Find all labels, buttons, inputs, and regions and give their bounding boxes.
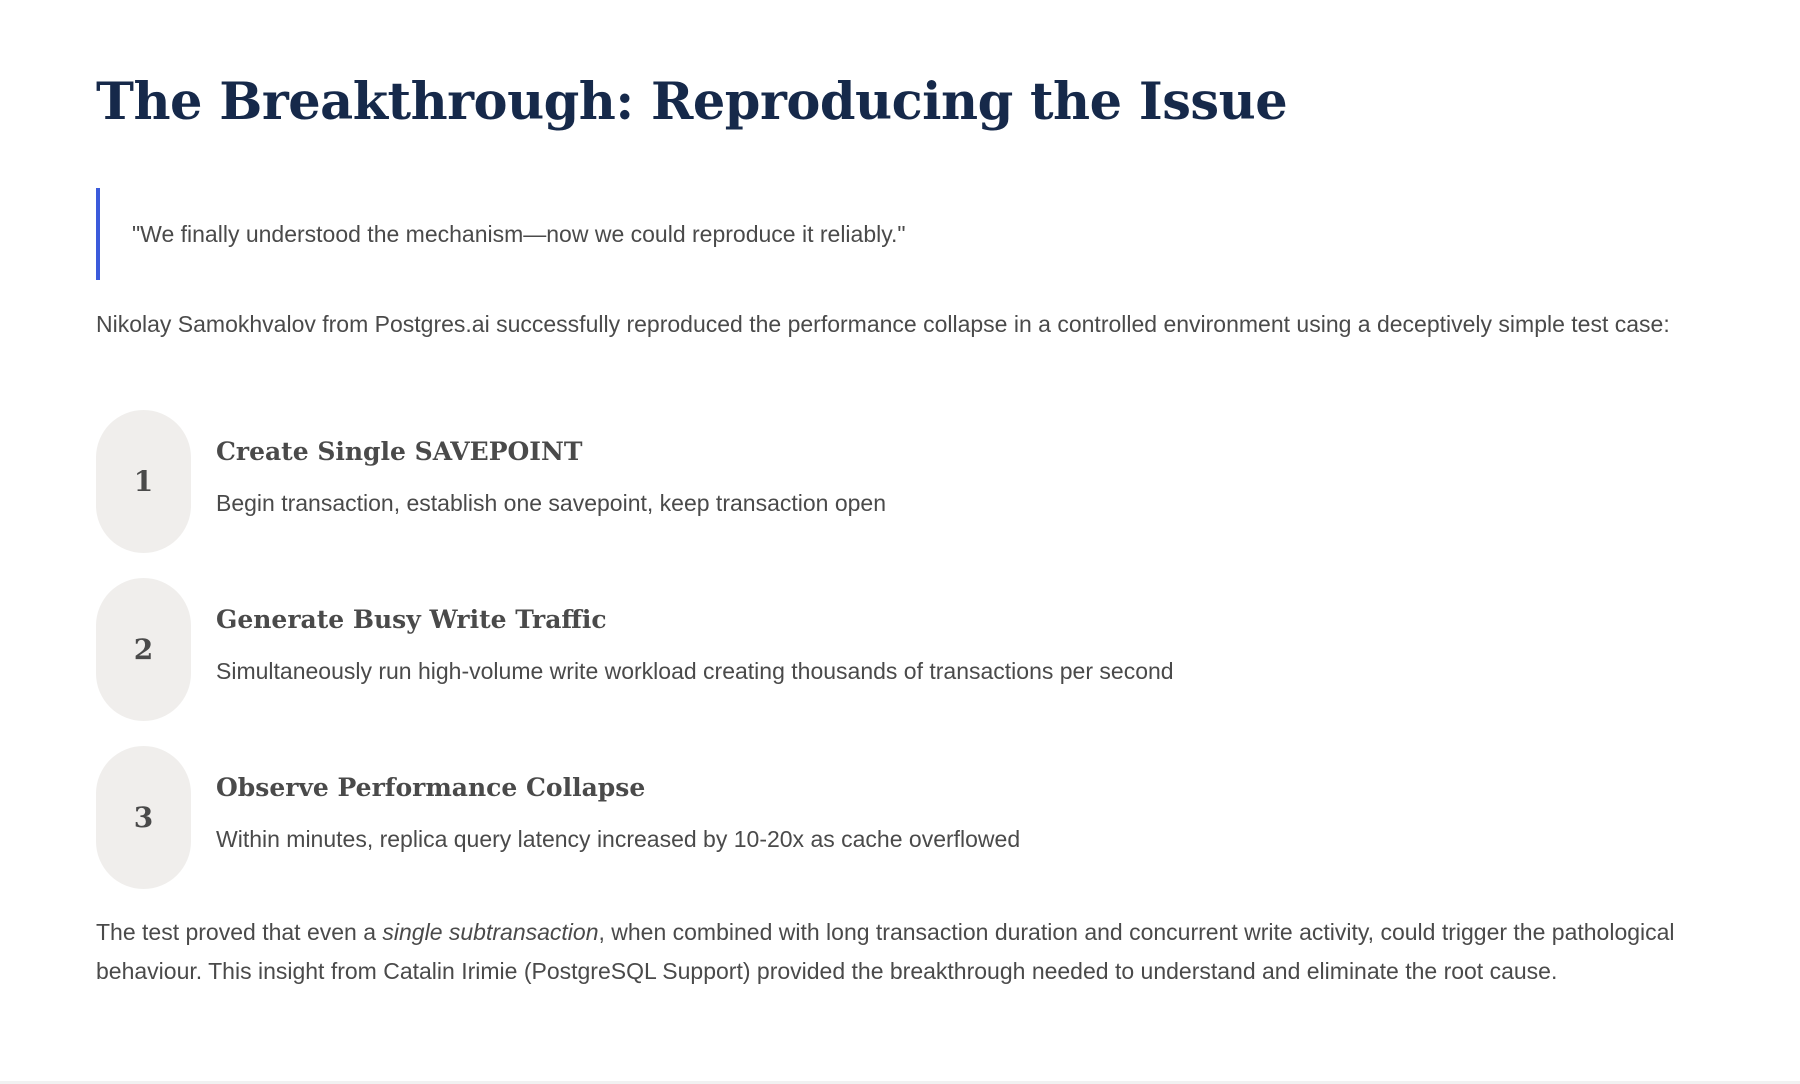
conclusion-paragraph <box>96 913 1706 991</box>
step-description: Simultaneously run high-volume write workload creating thousands of transactions per second <box>216 658 1174 684</box>
conclusion-emphasis: single subtransaction <box>382 919 599 945</box>
step-item <box>96 578 1706 721</box>
pull-quote <box>96 188 906 280</box>
step-title: Create Single SAVEPOINT <box>216 437 583 466</box>
step-description: Within minutes, replica query latency increased by 10-20x as cache overflowed <box>216 826 1021 852</box>
page-title: The Breakthrough: Reproducing the Issue <box>96 72 1288 132</box>
step-description: Begin transaction, establish one savepoint, keep transaction open <box>216 490 886 516</box>
step-title: Observe Performance Collapse <box>216 773 646 802</box>
step-item <box>96 746 1706 889</box>
pull-quote-text: "We finally understood the mechanism—now we could reproduce it reliably." <box>132 220 906 247</box>
step-number-badge: 2 <box>96 578 191 721</box>
step-number-badge: 1 <box>96 410 191 553</box>
conclusion-text-end: , when combined with long transaction duration and concurrent write activity, could trigger the pathological behaviour. This insight from Catalin Irimie (PostgreSQL Support) provided the breakthrough needed to understand and eliminate the root cause. <box>96 919 1675 984</box>
intro-paragraph: Nikolay Samokhvalov from Postgres.ai successfully reproduced the performance collapse in a controlled environment using a deceptively simple test case: <box>96 311 1670 337</box>
step-number-badge: 3 <box>96 746 191 889</box>
conclusion-text-start: The test proved that even a <box>96 919 383 945</box>
step-item <box>96 410 1706 553</box>
step-title: Generate Busy Write Traffic <box>216 605 607 634</box>
